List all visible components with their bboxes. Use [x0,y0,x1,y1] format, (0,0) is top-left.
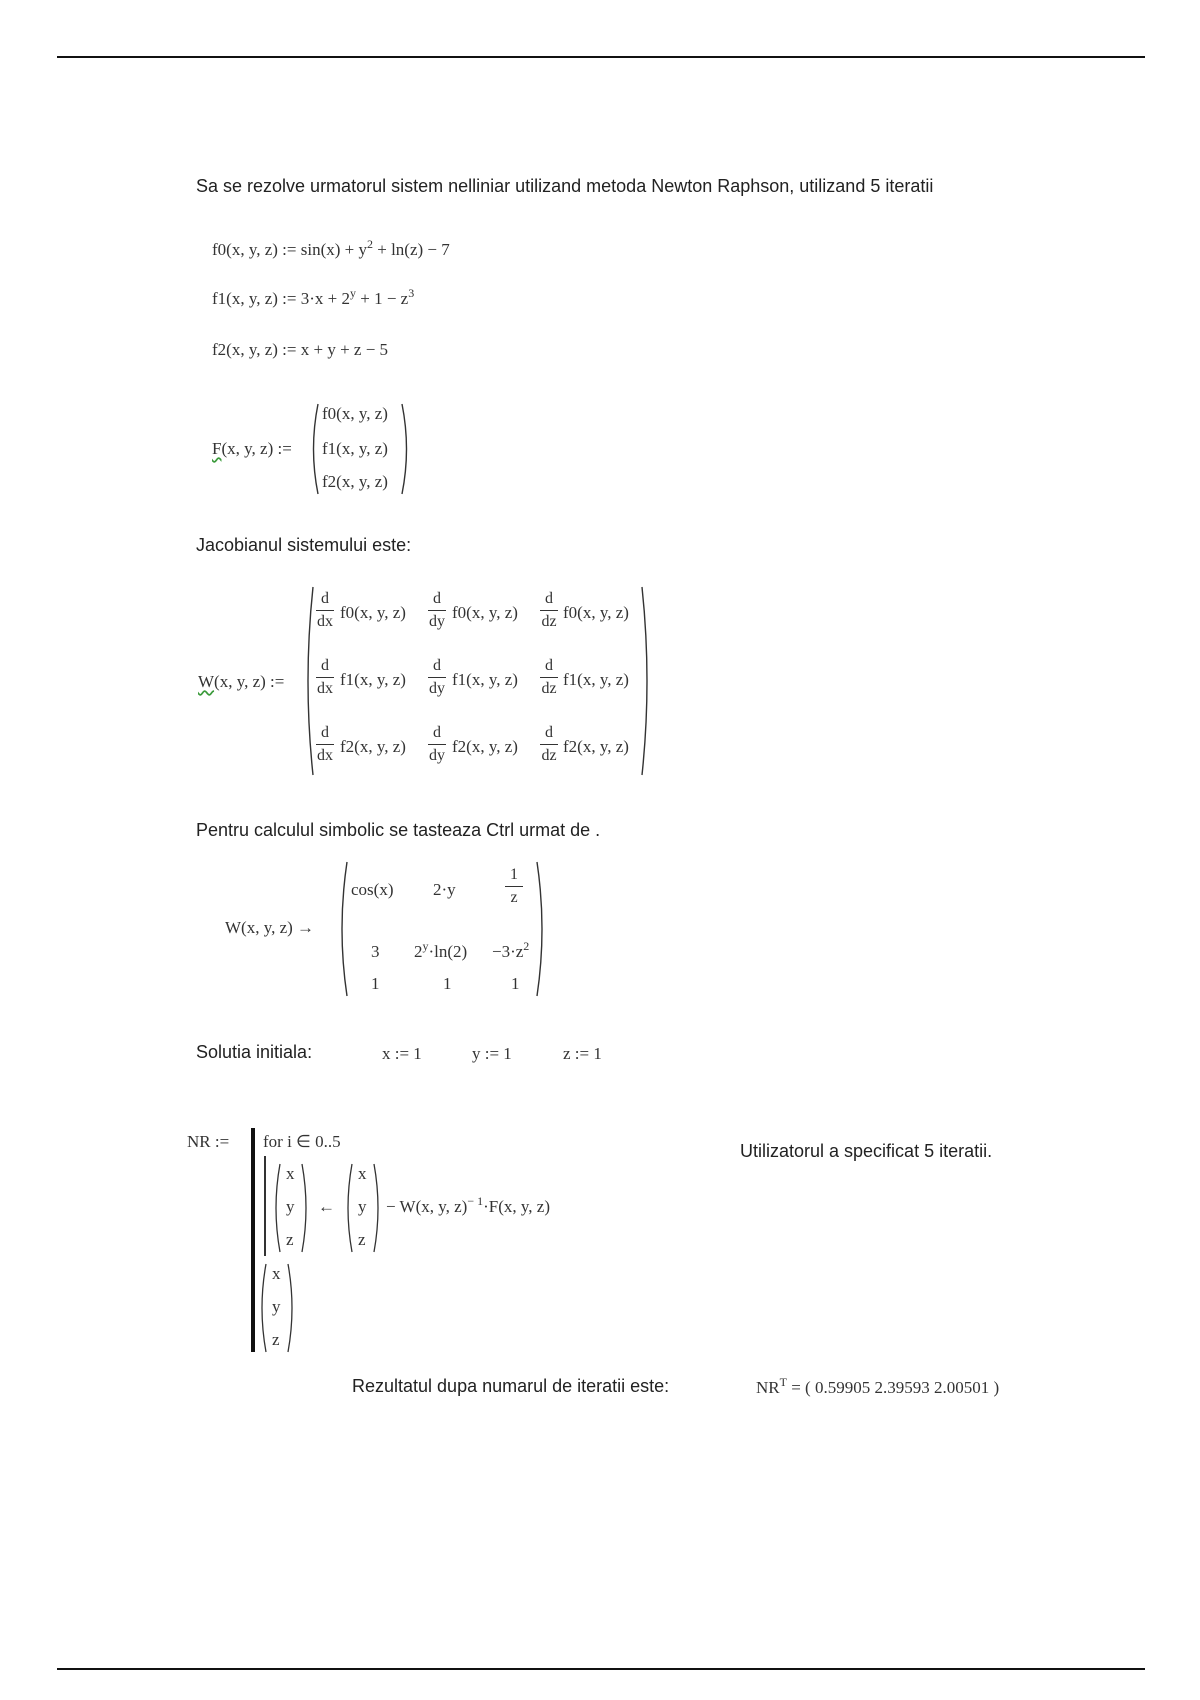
f0-lhs: f0(x, y, z) := [212,240,297,259]
f2-rhs: x + y + z − 5 [300,340,389,359]
W-d-dz-0: d dz [541,590,557,630]
F-name: F [212,439,222,458]
iterations-note: Utilizatorul a specificat 5 iteratii. [740,1141,993,1161]
F-lhs [212,439,292,459]
Wsym-left-paren [337,860,349,998]
W-d-dx-1: d dx [317,657,333,697]
W-left-paren [303,585,315,777]
W-f1-x: f1(x, y, z) [340,670,406,689]
F-row-1: f1(x, y, z) [322,439,388,458]
NR-lhs-vec-y: y [286,1197,295,1216]
W-d-dy-1: d dy [429,657,445,697]
jacobian-label: Jacobianul sistemului este: [196,535,412,555]
f1-rhs-a: 3·x + 2 [300,289,350,308]
NR-lhs-vec-left [272,1162,282,1254]
NR-return-z: z [272,1330,280,1349]
W-d-dz-1: d dz [541,657,557,697]
f2-definition [212,340,388,360]
intro-text: Sa se rezolve urmatorul sistem nelliniar utilizand metoda Newton Raphson, utilizand 5 iteratii [196,176,934,196]
Wsym-r1c1: $2^y\cdot\ln(2)$ [414,939,468,961]
NR-lhs-vec-right [300,1162,310,1254]
f1-exp-3: 3 [408,286,415,300]
NR-return-y: y [272,1297,281,1316]
footer-rule [57,1668,1145,1670]
W-d-dy-0: d dy [429,590,445,630]
f0-rhs-b: + ln(z) − 7 [373,240,450,259]
f0-rhs-a: sin(x) + y [300,240,367,259]
f1-exp-y: y [350,286,356,300]
NR-for-line: for i ∈ 0..5 [263,1132,341,1151]
W-d-dx-2: d dx [317,724,333,764]
W-d-dy-2: d dy [429,724,445,764]
result-vector: = ( 0.59905 2.39593 2.00501 ) [791,1378,1000,1397]
f2-lhs: f2(x, y, z) := [212,340,297,359]
W-f0-y: f0(x, y, z) [452,603,518,622]
W-f0-z: f0(x, y, z) [563,603,629,622]
NR-program-bar [251,1128,255,1352]
header-rule [57,56,1145,58]
NR-rhs-vec-y: y [358,1197,367,1216]
symbolic-label: Pentru calculul simbolic se tasteaza Ctrl urmat de . [196,820,601,840]
NR-return-x: x [272,1264,281,1283]
result-label: Rezultatul dupa numarul de iteratii este: [352,1376,670,1396]
W-f1-y: f1(x, y, z) [452,670,518,689]
NR-return-vec-left [258,1262,268,1354]
F-row-0: f0(x, y, z) [322,404,388,423]
W-f2-z: f2(x, y, z) [563,737,629,756]
W-f1-z: f1(x, y, z) [563,670,629,689]
W-d-dx-0: d dx [317,590,333,630]
NR-return-vec-right [286,1262,296,1354]
Wsym-r1c0: 3 [371,942,380,961]
W-lhs [198,672,284,692]
F-left-paren [308,402,320,496]
Wsym-r0c1: 2·y [433,880,456,899]
NR-lhs-vec-x: x [286,1164,295,1183]
f0-definition [212,237,450,260]
init-x: x := 1 [382,1044,422,1063]
Wsym-r0c2: 1 z [505,866,523,907]
Wsym-lhs: W(x, y, z) → [225,918,315,937]
W-name: W [198,672,215,691]
Wsym-r1c2: $-3\cdot z^2$ [492,939,530,961]
init-z: z := 1 [563,1044,602,1063]
NR-assign-arrow: ← [318,1197,335,1216]
F-right-paren [400,402,412,496]
F-row-2: f2(x, y, z) [322,472,388,491]
f1-definition [212,286,415,309]
W-f2-x: f2(x, y, z) [340,737,406,756]
Wsym-r2c0: 1 [371,974,380,993]
result-transpose: T [779,1375,787,1389]
f1-rhs-b: + 1 − z [356,289,409,308]
W-d-dz-2: d dz [541,724,557,764]
Wsym-r2c1: 1 [443,974,452,993]
result-value [756,1375,1000,1398]
NR-lhs-vec-z: z [286,1230,294,1249]
f1-lhs: f1(x, y, z) := [212,289,297,308]
NR-rhs-vec-x: x [358,1164,367,1183]
init-y: y := 1 [472,1044,512,1063]
W-f0-x: f0(x, y, z) [340,603,406,622]
f0-exp: 2 [367,237,373,251]
NR-rhs-vec-right [372,1162,382,1254]
result-name: NR [756,1378,780,1397]
NR-loop-bar [264,1156,266,1256]
Wsym-r0c0: cos(x) [351,880,394,899]
W-f2-y: f2(x, y, z) [452,737,518,756]
NR-update-expression: − W(x, y, z)$^{- 1}$·F(x, y, z) [386,1194,551,1216]
NR-rhs-vec-z: z [358,1230,366,1249]
W-right-paren [640,585,652,777]
F-lhs-rest: (x, y, z) := [221,439,292,458]
NR-lhs: NR := [187,1132,230,1151]
Wsym-r2c2: 1 [511,974,520,993]
initial-solution-label: Solutia initiala: [196,1042,313,1062]
W-lhs-rest: (x, y, z) := [214,672,285,691]
Wsym-right-paren [535,860,547,998]
NR-rhs-vec-left [344,1162,354,1254]
